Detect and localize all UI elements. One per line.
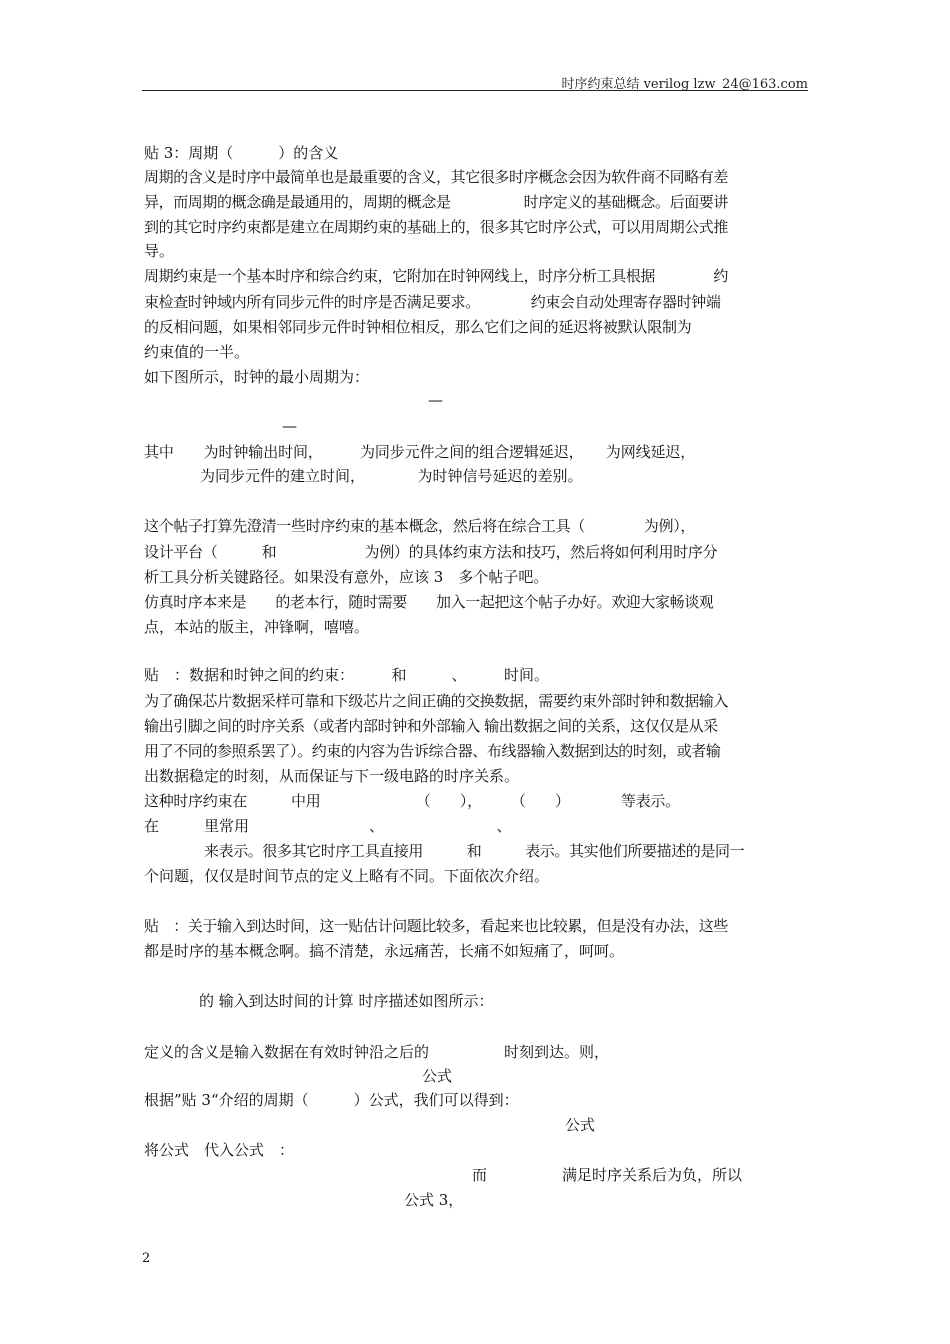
text-line: 如下图所示，时钟的最小周期为： — [144, 368, 370, 386]
text-line: 的反相问题，如果相邻同步元件时钟相位相反，那么它们之间的延迟将被默认限制为 — [144, 318, 692, 336]
text-line: 到的其它时序约束都是建立在周期约束的基础上的，很多其它时序公式，可以用周期公式推 — [144, 218, 729, 236]
dash-mark: — — [282, 417, 297, 435]
text-line: 在 里常用 、 、 — [144, 817, 512, 835]
text-line: 析工具分析关键路径。如果没有意外，应该 3 多个帖子吧。 — [144, 568, 549, 586]
formula-label: 公式 — [565, 1116, 596, 1134]
running-header: 时序约束总结 verilog lzw_24@163.com — [561, 77, 808, 92]
text-line: 来表示。很多其它时序工具直接用 和 表示。其实他们所要描述的是同一 — [204, 842, 745, 860]
text-line: 输出引脚之间的时序关系（或者内部时钟和外部输入 输出数据之间的关系，这仅仅是从采 — [144, 717, 718, 735]
text-line: 这个帖子打算先澄清一些时序约束的基本概念，然后将在综合工具（ 为例）， — [144, 517, 696, 535]
dash-mark: — — [428, 391, 443, 409]
text-line: 为同步元件的建立时间， 为时钟信号延迟的差别。 — [200, 467, 583, 485]
text-line: 根据”贴 3“介绍的周期（ ）公式，我们可以得到： — [144, 1091, 519, 1109]
text-line: 束检查时钟域内所有同步元件的时序是否满足要求。 约束会自动处理寄存器时钟端 — [144, 293, 721, 311]
text-line: 出数据稳定的时刻，从而保证与下一级电路的时序关系。 — [144, 767, 520, 785]
text-line: 而 满足时序关系后为负，所以 — [472, 1166, 743, 1184]
text-line: 周期的含义是时序中最简单也是最重要的含义，其它很多时序概念会因为软件商不同略有差 — [144, 168, 729, 186]
text-line: 将公式 代入公式 ： — [144, 1141, 295, 1159]
text-line: 个问题，仅仅是时间节点的定义上略有不同。下面依次介绍。 — [144, 867, 550, 885]
text-line: 导。 — [144, 242, 175, 260]
text-line: 的 输入到达时间的计算 时序描述如图所示： — [199, 992, 494, 1010]
text-line: 约束值的一半。 — [144, 343, 250, 361]
header-rule — [142, 90, 808, 91]
text-line: 用了不同的参照系罢了）。约束的内容为告诉综合器、布线器输入数据到达的时刻，或者输 — [144, 742, 721, 760]
text-line: 贴 3：周期（ ）的含义 — [144, 144, 339, 162]
text-line: 这种时序约束在 中用 （ ）， （ ） 等表示。 — [144, 792, 680, 810]
page-number: 2 — [142, 1251, 151, 1266]
text-line: 其中 为时钟输出时间， 为同步元件之间的组合逻辑延迟， 为网线延迟， — [144, 443, 696, 461]
text-line: 异，而周期的概念确是最通用的，周期的概念是 时序定义的基础概念。后面要讲 — [144, 193, 729, 211]
formula-label: 公式 3， — [404, 1191, 464, 1209]
text-line: 为了确保芯片数据采样可靠和下级芯片之间正确的交换数据，需要约束外部时钟和数据输入 — [144, 692, 729, 710]
text-line: 点，本站的版主，冲锋啊，嘻嘻。 — [144, 618, 370, 636]
section-heading: 贴 ：数据和时钟之间的约束： 和 、 时间。 — [144, 666, 550, 684]
text-line: 设计平台（ 和 为例）的具体约束方法和技巧，然后将如何利用时序分 — [144, 543, 718, 561]
text-line: 仿真时序本来是 的老本行，随时需要 加入一起把这个帖子办好。欢迎大家畅谈观 — [144, 593, 714, 611]
section-heading: 贴 ：关于输入到达时间，这一贴估计问题比较多，看起来也比较累，但是没有办法，这些 — [144, 917, 729, 935]
text-line: 定义的含义是输入数据在有效时钟沿之后的 时刻到达。则， — [144, 1043, 610, 1061]
formula-label: 公式 — [422, 1067, 453, 1085]
text-line: 周期约束是一个基本时序和综合约束，它附加在时钟网线上，时序分析工具根据 约 — [144, 267, 729, 285]
text-line: 都是时序的基本概念啊。搞不清楚，永远痛苦，长痛不如短痛了，呵呵。 — [144, 942, 625, 960]
